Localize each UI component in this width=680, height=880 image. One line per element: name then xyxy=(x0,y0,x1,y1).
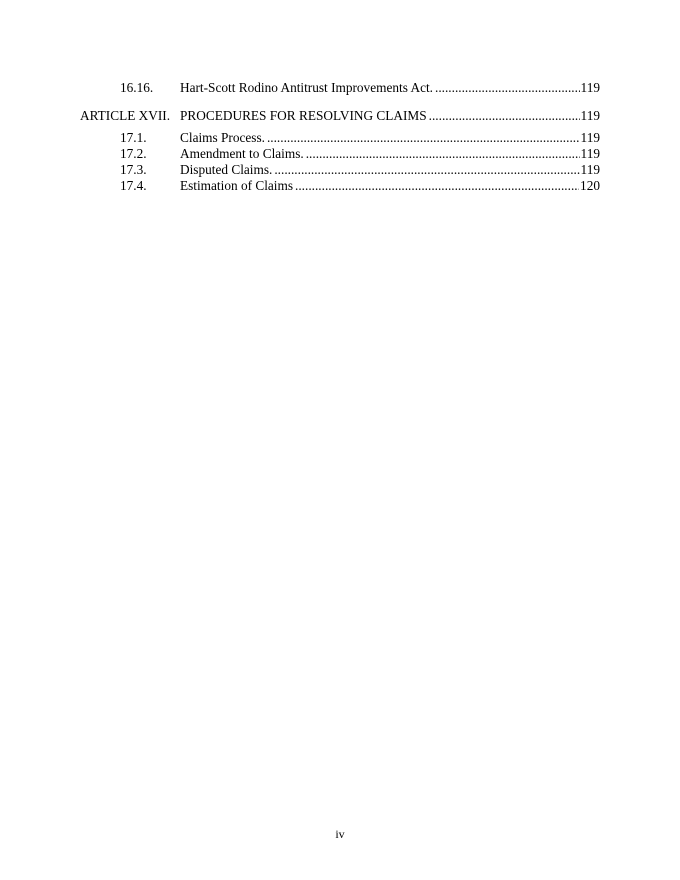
toc-title-line xyxy=(180,108,600,124)
toc-entry-section-17-1 xyxy=(0,130,680,146)
section-title: Hart-Scott Rodino Antitrust Improvements Act. xyxy=(180,80,433,95)
section-number: 17.4. xyxy=(120,178,147,193)
toc-entry-section-17-4 xyxy=(0,178,680,194)
toc-title-line xyxy=(180,146,600,162)
section-number: 17.1. xyxy=(120,130,147,145)
dot-leader xyxy=(429,108,580,124)
section-title: Claims Process. xyxy=(180,130,265,145)
page-reference: 119 xyxy=(580,146,600,161)
page-reference: 119 xyxy=(580,80,600,95)
section-title: Disputed Claims. xyxy=(180,162,273,177)
toc-entry-section-17-2 xyxy=(0,146,680,162)
toc-entry-article-17 xyxy=(0,108,680,124)
toc-title-line xyxy=(180,178,600,194)
page-reference: 119 xyxy=(580,108,600,123)
section-number: 17.3. xyxy=(120,162,147,177)
dot-leader xyxy=(267,130,580,146)
section-title: Estimation of Claims xyxy=(180,178,294,193)
page-reference: 119 xyxy=(580,162,600,177)
dot-leader xyxy=(295,178,579,194)
section-number: 16.16. xyxy=(120,80,154,95)
dot-leader xyxy=(274,162,579,178)
section-title: Amendment to Claims. xyxy=(180,146,304,161)
section-number: 17.2. xyxy=(120,146,147,161)
dot-leader xyxy=(435,80,580,96)
page-reference: 119 xyxy=(580,130,600,145)
article-title: PROCEDURES FOR RESOLVING CLAIMS xyxy=(180,108,427,123)
dot-leader xyxy=(306,146,580,162)
toc-title-line xyxy=(180,162,600,178)
toc-title-line xyxy=(180,80,600,96)
page-footer-number: iv xyxy=(335,827,345,841)
toc-entry-section-16-16 xyxy=(0,80,680,96)
toc-title-line xyxy=(180,130,600,146)
page-reference: 120 xyxy=(580,178,600,193)
article-number: ARTICLE XVII. xyxy=(80,108,171,123)
toc-entry-section-17-3 xyxy=(0,162,680,178)
